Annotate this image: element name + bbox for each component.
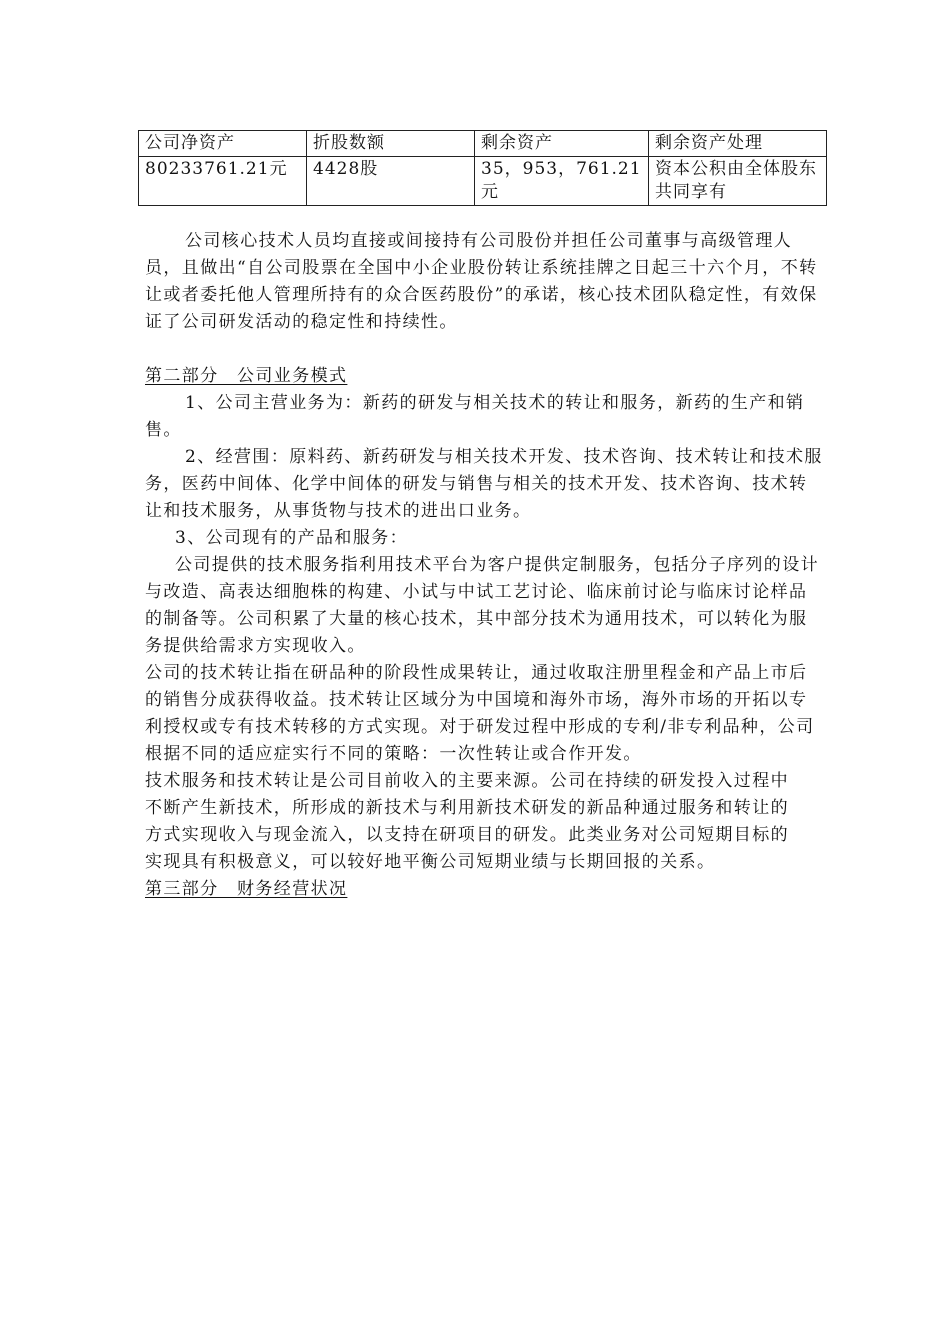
cell-remaining-assets: 35，953，761.21元 xyxy=(475,157,649,206)
document-body xyxy=(145,228,825,903)
cell-remaining-treatment: 资本公积由全体股东共同享有 xyxy=(649,157,827,206)
paragraph-item2: 2、经营围：原料药、新药研发与相关技术开发、技术咨询、技术转让和技术服务，医药中间体、化学中间体的研发与销售与相关的技术开发、技术咨询、技术转让和技术服务，从事货物与技术的进出口业务。 xyxy=(145,447,823,521)
header-share-amount: 折股数额 xyxy=(307,131,475,157)
cell-net-assets: 80233761.21元 xyxy=(139,157,307,206)
paragraph-revenue: 技术服务和技术转让是公司目前收入的主要来源。公司在持续的研发投入过程中不断产生新技术，所形成的新技术与利用新技术研发的新品种通过服务和转让的方式实现收入与现金流入，以支持在研项目的研发。此类业务对公司短期目标的实现具有积极意义，可以较好地平衡公司短期业绩与长期回报的关系。 xyxy=(145,771,789,872)
paragraph-item1: 1、公司主营业务为：新药的研发与相关技术的转让和服务，新药的生产和销售。 xyxy=(145,393,805,440)
table-header-row xyxy=(139,131,827,157)
header-net-assets: 公司净资产 xyxy=(139,131,307,157)
paragraph-services: 公司提供的技术服务指利用技术平台为客户提供定制服务，包括分子序列的设计与改造、高表达细胞株的构建、小试与中试工艺讨论、临床前讨论与临床讨论样品的制备等。公司积累了大量的核心技术，其中部分技术为通用技术，可以转化为服务提供给需求方实现收入。 xyxy=(145,555,819,656)
section-heading-part2: 第二部分 公司业务模式 xyxy=(145,366,348,386)
header-remaining-assets: 剩余资产 xyxy=(475,131,649,157)
section-heading-part3: 第三部分 财务经营状况 xyxy=(145,879,348,899)
header-remaining-treatment: 剩余资产处理 xyxy=(649,131,827,157)
paragraph-item3: 3、公司现有的产品和服务： xyxy=(175,528,409,548)
cell-share-amount: 4428股 xyxy=(307,157,475,206)
table-row xyxy=(139,157,827,206)
paragraph-transfer: 公司的技术转让指在研品种的阶段性成果转让，通过收取注册里程金和产品上市后的销售分成获得收益。技术转让区域分为中国境和海外市场，海外市场的开拓以专利授权或专有技术转移的方式实现。对于研发过程中形成的专利/非专利品种，公司根据不同的适应症实行不同的策略：一次性转让或合作开发。 xyxy=(145,663,815,764)
asset-conversion-table xyxy=(138,130,827,206)
paragraph-core-team: 公司核心技术人员均直接或间接持有公司股份并担任公司董事与高级管理人员，且做出“自公司股票在全国中小企业股份转让系统挂牌之日起三十六个月，不转让或者委托他人管理所持有的众合医药股份”的承诺，核心技术团队稳定性，有效保证了公司研发活动的稳定性和持续性。 xyxy=(145,231,818,332)
